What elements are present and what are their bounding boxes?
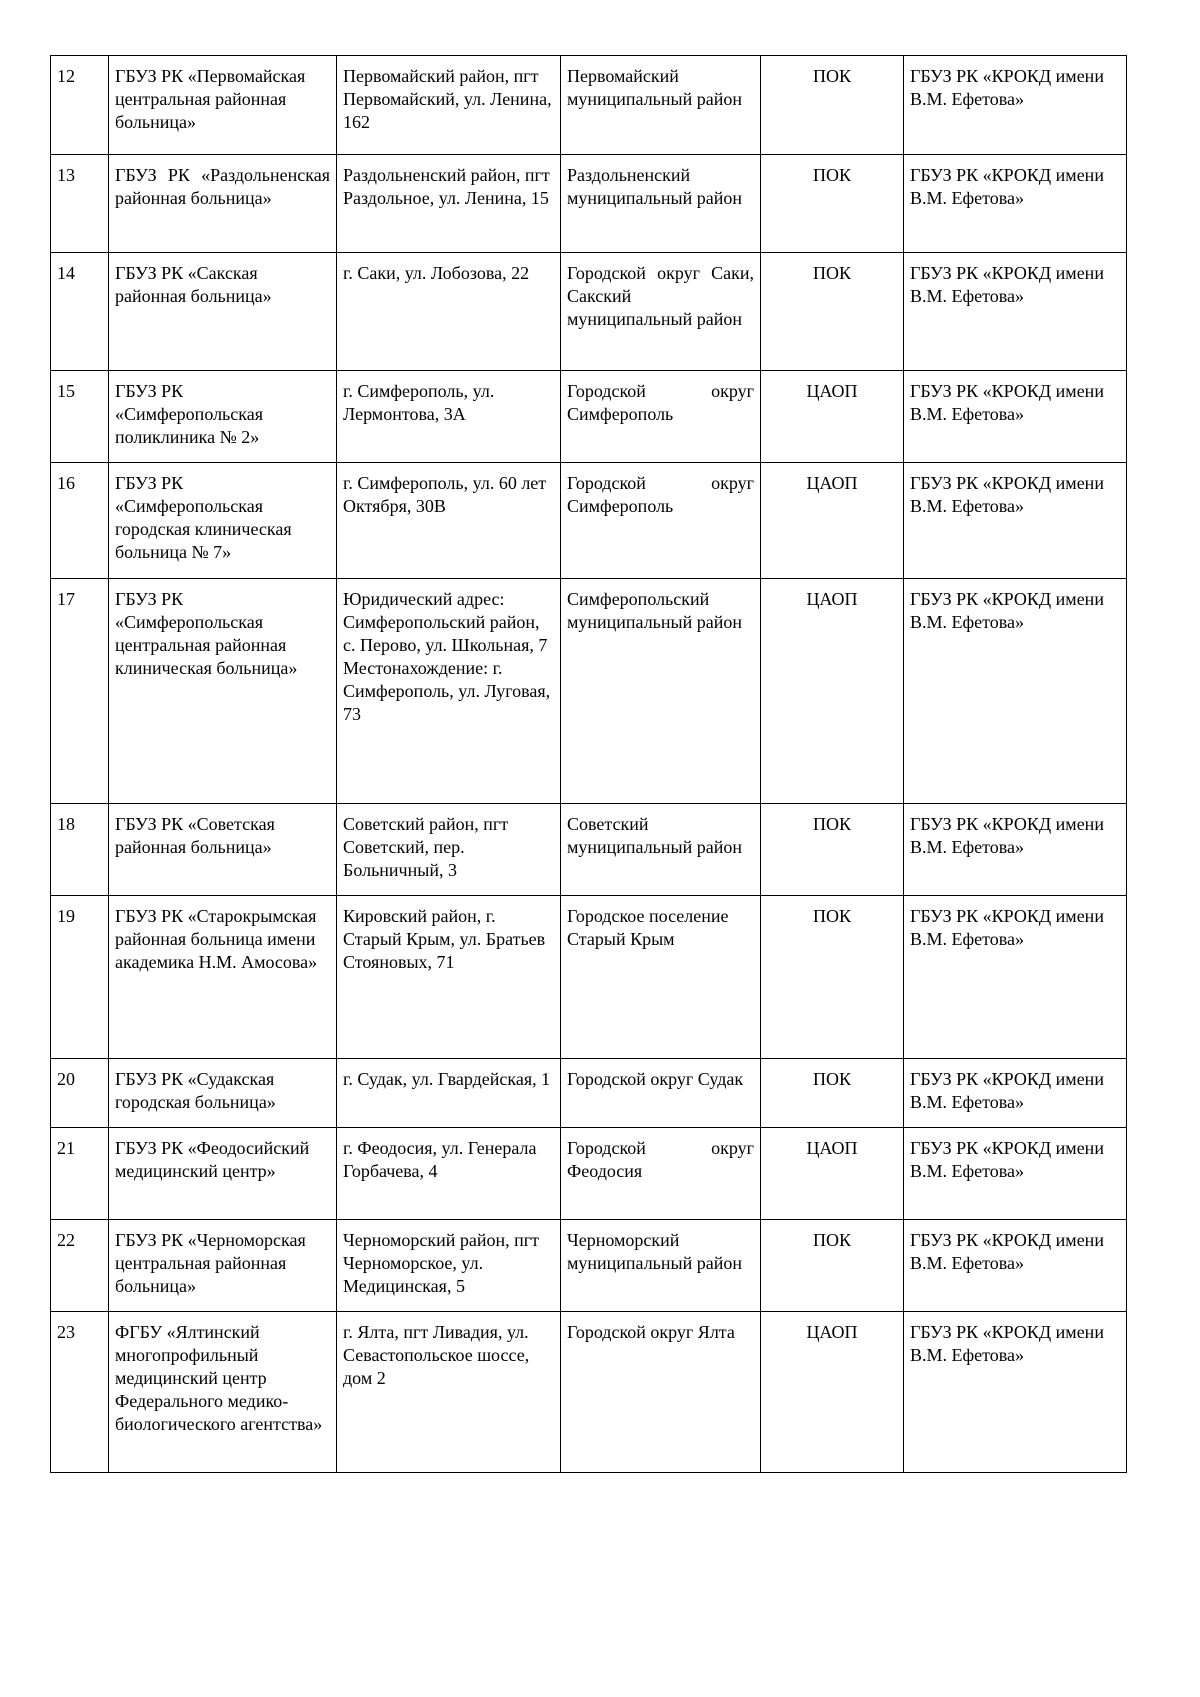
address: Юридический адрес: Симферопольский район, с. Перово, ул. Школьная, 7 Местонахождение: г. Симферополь, ул. Луговая, 73 xyxy=(337,579,561,804)
row-number: 19 xyxy=(51,896,109,1059)
reference-center: ГБУЗ РК «КРОКД имени В.М. Ефетова» xyxy=(904,804,1127,896)
organization-name: ГБУЗ РК «Симферопольская центральная районная клиническая больница» xyxy=(109,579,337,804)
table-row xyxy=(51,1059,1127,1128)
municipality: Симферопольский муниципальный район xyxy=(561,579,761,804)
table-row xyxy=(51,1128,1127,1220)
unit-type: ПОК xyxy=(761,56,904,155)
address: Советский район, пгт Советский, пер. Больничный, 3 xyxy=(337,804,561,896)
row-number: 14 xyxy=(51,253,109,371)
row-number: 12 xyxy=(51,56,109,155)
unit-type: ЦАОП xyxy=(761,1128,904,1220)
organization-name: ГБУЗ РК «Сакская районная больница» xyxy=(109,253,337,371)
reference-center: ГБУЗ РК «КРОКД имени В.М. Ефетова» xyxy=(904,463,1127,579)
row-number: 22 xyxy=(51,1220,109,1312)
unit-type: ЦАОП xyxy=(761,1312,904,1473)
address: г. Симферополь, ул. 60 лет Октября, 30В xyxy=(337,463,561,579)
row-number: 13 xyxy=(51,155,109,253)
organization-name: ГБУЗ РК «Судакская городская больница» xyxy=(109,1059,337,1128)
reference-center: ГБУЗ РК «КРОКД имени В.М. Ефетова» xyxy=(904,253,1127,371)
address: г. Феодосия, ул. Генерала Горбачева, 4 xyxy=(337,1128,561,1220)
unit-type: ПОК xyxy=(761,1220,904,1312)
municipality: Раздольненский муниципальный район xyxy=(561,155,761,253)
organization-name: ГБУЗ РК «Феодосийский медицинский центр» xyxy=(109,1128,337,1220)
reference-center: ГБУЗ РК «КРОКД имени В.М. Ефетова» xyxy=(904,1312,1127,1473)
table-row xyxy=(51,56,1127,155)
organization-name: ГБУЗ РК «Симферопольская городская клиническая больница № 7» xyxy=(109,463,337,579)
unit-type: ЦАОП xyxy=(761,463,904,579)
row-number: 23 xyxy=(51,1312,109,1473)
table-row xyxy=(51,463,1127,579)
table-row xyxy=(51,579,1127,804)
reference-center: ГБУЗ РК «КРОКД имени В.М. Ефетова» xyxy=(904,1059,1127,1128)
address: г. Судак, ул. Гвардейская, 1 xyxy=(337,1059,561,1128)
unit-type: ЦАОП xyxy=(761,579,904,804)
reference-center: ГБУЗ РК «КРОКД имени В.М. Ефетова» xyxy=(904,896,1127,1059)
address: г. Ялта, пгт Ливадия, ул. Севастопольское шоссе, дом 2 xyxy=(337,1312,561,1473)
row-number: 16 xyxy=(51,463,109,579)
table-row xyxy=(51,1220,1127,1312)
organization-name: ГБУЗ РК «Раздольненская районная больница» xyxy=(109,155,337,253)
organization-name: ГБУЗ РК «Старокрымская районная больница имени академика Н.М. Амосова» xyxy=(109,896,337,1059)
reference-center: ГБУЗ РК «КРОКД имени В.М. Ефетова» xyxy=(904,1128,1127,1220)
address: г. Симферополь, ул. Лермонтова, 3А xyxy=(337,371,561,463)
table-row xyxy=(51,253,1127,371)
address: Первомайский район, пгт Первомайский, ул. Ленина, 162 xyxy=(337,56,561,155)
municipality: Черноморский муниципальный район xyxy=(561,1220,761,1312)
municipality: Городской округ Симферополь xyxy=(561,371,761,463)
facilities-table xyxy=(50,55,1127,1473)
reference-center: ГБУЗ РК «КРОКД имени В.М. Ефетова» xyxy=(904,56,1127,155)
reference-center: ГБУЗ РК «КРОКД имени В.М. Ефетова» xyxy=(904,155,1127,253)
table-row xyxy=(51,804,1127,896)
municipality: Городской округ Симферополь xyxy=(561,463,761,579)
table-row xyxy=(51,896,1127,1059)
municipality: Городской округ Саки, Сакский муниципальный район xyxy=(561,253,761,371)
organization-name: ГБУЗ РК «Советская районная больница» xyxy=(109,804,337,896)
address: г. Саки, ул. Лобозова, 22 xyxy=(337,253,561,371)
row-number: 18 xyxy=(51,804,109,896)
organization-name: ГБУЗ РК «Симферопольская поликлиника № 2» xyxy=(109,371,337,463)
reference-center: ГБУЗ РК «КРОКД имени В.М. Ефетова» xyxy=(904,579,1127,804)
address: Раздольненский район, пгт Раздольное, ул. Ленина, 15 xyxy=(337,155,561,253)
address: Кировский район, г. Старый Крым, ул. Братьев Стояновых, 71 xyxy=(337,896,561,1059)
municipality: Городской округ Феодосия xyxy=(561,1128,761,1220)
organization-name: ГБУЗ РК «Черноморская центральная районная больница» xyxy=(109,1220,337,1312)
reference-center: ГБУЗ РК «КРОКД имени В.М. Ефетова» xyxy=(904,1220,1127,1312)
row-number: 21 xyxy=(51,1128,109,1220)
organization-name: ФГБУ «Ялтинский многопрофильный медицинский центр Федерального медико-биологического агентства» xyxy=(109,1312,337,1473)
unit-type: ПОК xyxy=(761,253,904,371)
reference-center: ГБУЗ РК «КРОКД имени В.М. Ефетова» xyxy=(904,371,1127,463)
unit-type: ПОК xyxy=(761,804,904,896)
row-number: 15 xyxy=(51,371,109,463)
table-row xyxy=(51,371,1127,463)
table-row xyxy=(51,1312,1127,1473)
row-number: 20 xyxy=(51,1059,109,1128)
organization-name: ГБУЗ РК «Первомайская центральная районная больница» xyxy=(109,56,337,155)
table-row xyxy=(51,155,1127,253)
municipality: Советский муниципальный район xyxy=(561,804,761,896)
unit-type: ЦАОП xyxy=(761,371,904,463)
municipality: Городское поселение Старый Крым xyxy=(561,896,761,1059)
unit-type: ПОК xyxy=(761,896,904,1059)
row-number: 17 xyxy=(51,579,109,804)
municipality: Городской округ Ялта xyxy=(561,1312,761,1473)
address: Черноморский район, пгт Черноморское, ул. Медицинская, 5 xyxy=(337,1220,561,1312)
unit-type: ПОК xyxy=(761,155,904,253)
municipality: Городской округ Судак xyxy=(561,1059,761,1128)
unit-type: ПОК xyxy=(761,1059,904,1128)
municipality: Первомайский муниципальный район xyxy=(561,56,761,155)
